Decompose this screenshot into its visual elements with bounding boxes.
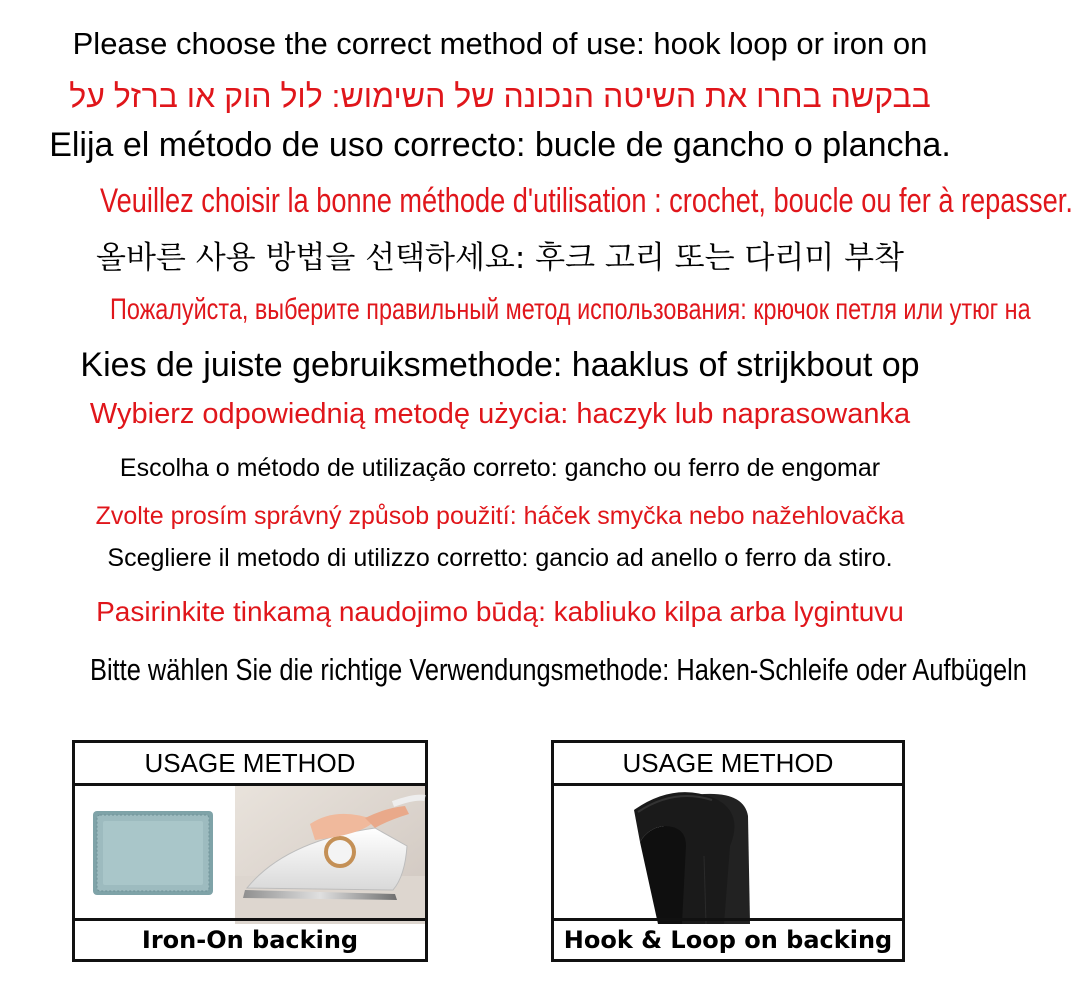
instruction-english: Please choose the correct method of use: hook loop or iron on	[72, 26, 928, 61]
instruction-german: Bitte wählen Sie die richtige Verwendungsmethode: Haken-Schleife oder Aufbügeln	[90, 652, 1027, 687]
instruction-spanish: Elija el método de uso correcto: bucle de gancho o plancha.	[49, 126, 951, 164]
card-header: USAGE METHOD	[554, 743, 902, 786]
card-footer: Hook & Loop on backing	[554, 918, 902, 959]
hook-loop-card	[551, 740, 905, 962]
card-footer: Iron-On backing	[75, 918, 425, 959]
card-header: USAGE METHOD	[75, 743, 425, 786]
iron-on-illustration	[75, 786, 425, 918]
instruction-italian: Scegliere il metodo di utilizzo corretto: gancio ad anello o ferro da stiro.	[107, 544, 893, 572]
hook-loop-tape-image	[634, 792, 750, 924]
instruction-russian: Пожалуйста, выберите правильный метод использования: крючок петля или утюг на	[110, 293, 1031, 326]
instruction-french: Veuillez choisir la bonne méthode d'utilisation : crochet, boucle ou fer à repasser.	[100, 182, 1073, 220]
instruction-hebrew: בבקשה בחרו את השיטה הנכונה של השימוש: לול הוק או ברזל על	[69, 78, 931, 114]
hook-loop-illustration	[554, 786, 902, 918]
instruction-dutch: Kies de juiste gebruiksmethode: haaklus of strijkbout op	[80, 346, 920, 384]
instruction-korean: 올바른 사용 방법을 선택하세요: 후크 고리 또는 다리미 부착	[96, 240, 904, 276]
iron-on-patch-image	[93, 811, 213, 895]
iron-on-card	[72, 740, 428, 962]
instruction-lithuanian: Pasirinkite tinkamą naudojimo būdą: kabliuko kilpa arba lygintuvu	[96, 596, 904, 627]
instruction-czech: Zvolte prosím správný způsob použití: háček smyčka nebo nažehlovačka	[95, 502, 905, 530]
iron-image	[235, 786, 425, 924]
instruction-portuguese: Escolha o método de utilização correto: gancho ou ferro de engomar	[119, 454, 881, 482]
instruction-polish: Wybierz odpowiednią metodę użycia: haczyk lub naprasowanka	[89, 398, 911, 430]
